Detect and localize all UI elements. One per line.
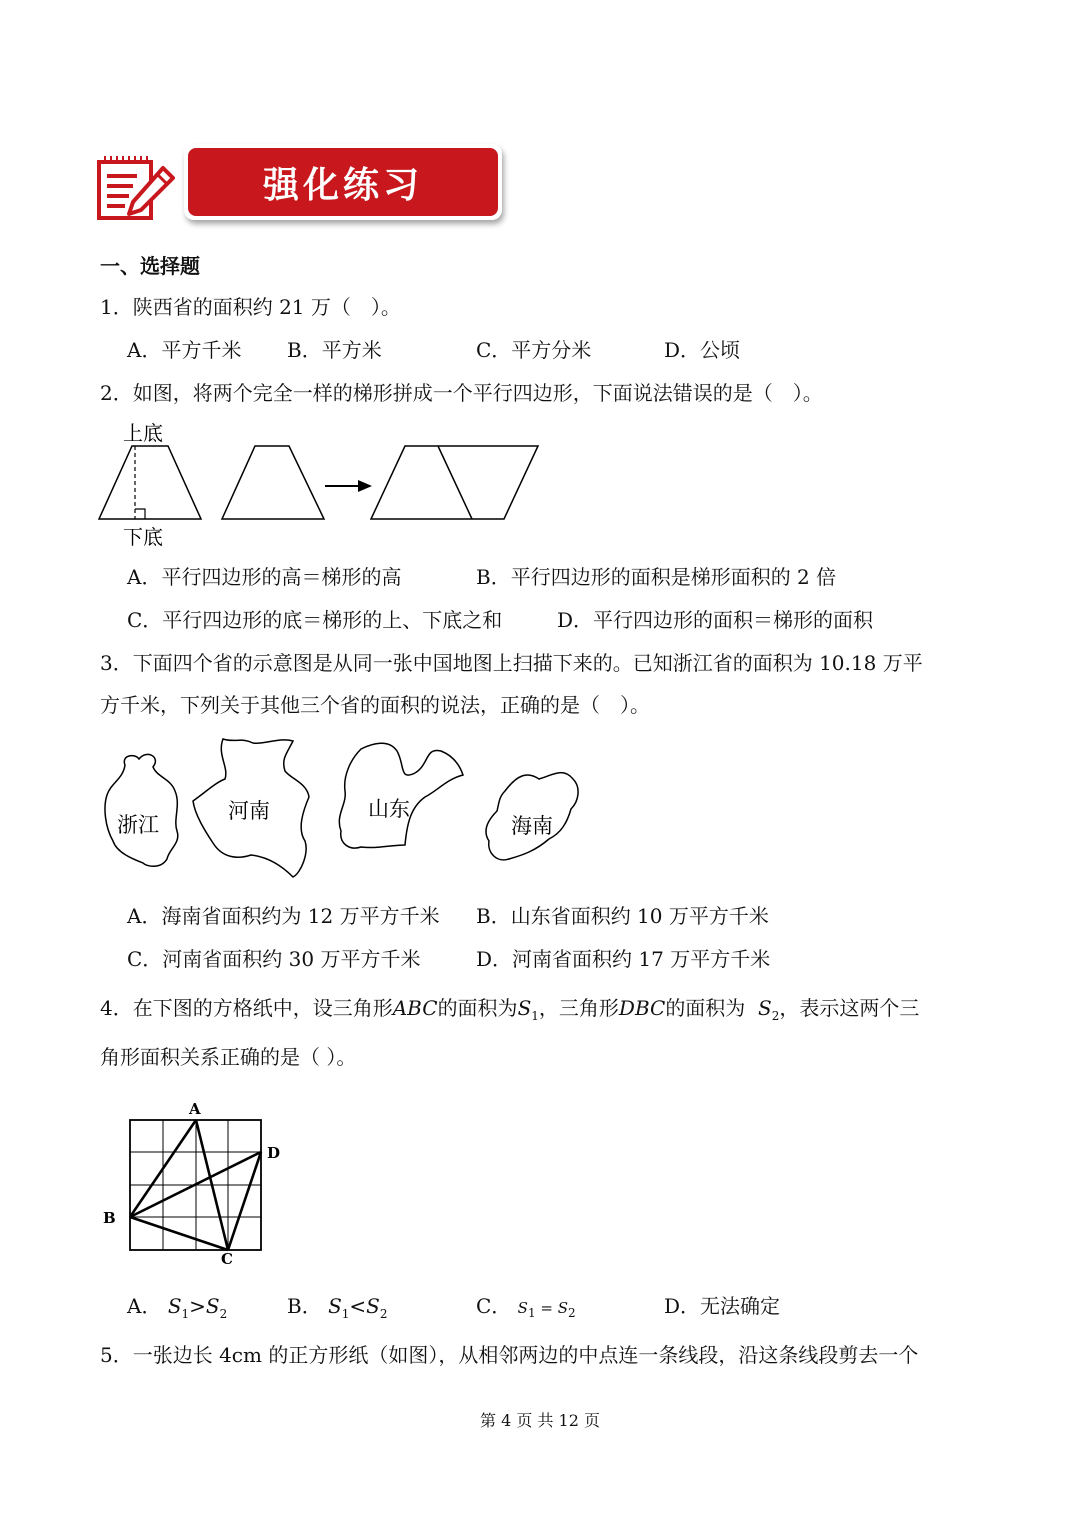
q1-option-b[interactable]: B．平方米 <box>287 338 382 362</box>
q4-option-b[interactable]: B． $S_1<S_2$ <box>287 1294 388 1321</box>
q3-provinces-figure <box>95 735 595 885</box>
page-footer: 第 4 页 共 12 页 <box>480 1411 600 1430</box>
q4-option-c[interactable]: C． $S_1 = S_2$ <box>476 1294 576 1320</box>
point-a-label: A <box>189 1100 201 1118</box>
label-shandong: 山东 <box>368 797 410 821</box>
q5-stem: 5．一张边长 4cm 的正方形纸（如图），从相邻两边的中点连一条线段，沿这条线段剪去一个 <box>100 1343 919 1367</box>
q2-option-b[interactable]: B．平行四边形的面积是梯形面积的 2 倍 <box>476 565 837 589</box>
trapezoid-2 <box>222 446 324 519</box>
label-bottom-base: 下底 <box>123 525 163 549</box>
label-zhejiang: 浙江 <box>117 813 159 837</box>
q3-option-b[interactable]: B．山东省面积约 10 万平方千米 <box>476 904 769 928</box>
q2-option-c[interactable]: C．平行四边形的底＝梯形的上、下底之和 <box>127 608 503 632</box>
q4-option-d[interactable]: D．无法确定 <box>664 1294 781 1318</box>
q4-grid-figure <box>95 1090 295 1270</box>
parallelogram-split <box>438 446 472 519</box>
zhejiang-shape <box>105 754 178 866</box>
q1-option-c[interactable]: C．平方分米 <box>476 338 592 362</box>
label-hainan: 海南 <box>511 814 553 838</box>
label-henan: 河南 <box>228 799 270 823</box>
shandong-shape <box>339 743 463 848</box>
q3-stem-line1: 3．下面四个省的示意图是从同一张中国地图上扫描下来的。已知浙江省的面积为 10.18 万平 <box>100 651 923 675</box>
q1-stem: 1．陕西省的面积约 21 万（ ）。 <box>100 295 401 319</box>
notepad-pencil-icon <box>97 154 175 220</box>
banner-title: 强化练习 <box>262 164 423 206</box>
right-angle-mark <box>135 509 145 519</box>
q2-option-a[interactable]: A．平行四边形的高＝梯形的高 <box>127 565 402 589</box>
q1-option-d[interactable]: D．公顷 <box>664 338 741 362</box>
label-top-base: 上底 <box>123 421 163 445</box>
q3-stem-line2: 方千米，下列关于其他三个省的面积的说法，正确的是（ ）。 <box>100 693 650 717</box>
q3-option-d[interactable]: D．河南省面积约 17 万平方千米 <box>476 947 771 971</box>
q4-option-a[interactable]: A． $S_1>S_2$ <box>127 1294 228 1321</box>
point-d-label: D <box>267 1144 281 1162</box>
q2-stem: 2．如图，将两个完全一样的梯形拼成一个平行四边形，下面说法错误的是（ ）。 <box>100 381 823 405</box>
point-c-label: C <box>221 1250 233 1268</box>
section-banner <box>184 144 502 220</box>
q2-trapezoid-figure <box>90 418 550 553</box>
trapezoid-1 <box>99 446 201 519</box>
q4-stem-line1: 4．在下图的方格纸中，设三角形ABC的面积为$S_1$，三角形DBC的面积为 $S_2$，表示这两个三 <box>100 996 920 1023</box>
q2-option-d[interactable]: D．平行四边形的面积＝梯形的面积 <box>557 608 874 632</box>
point-b-label: B <box>103 1209 116 1227</box>
q1-option-a[interactable]: A．平方千米 <box>127 338 242 362</box>
section-title: 一、选择题 <box>100 254 200 278</box>
q4-stem-line2: 角形面积关系正确的是（ ）。 <box>100 1045 357 1069</box>
q3-option-a[interactable]: A．海南省面积约为 12 万平方千米 <box>127 904 440 928</box>
arrow-head <box>358 480 372 492</box>
q3-option-c[interactable]: C．河南省面积约 30 万平方千米 <box>127 947 421 971</box>
